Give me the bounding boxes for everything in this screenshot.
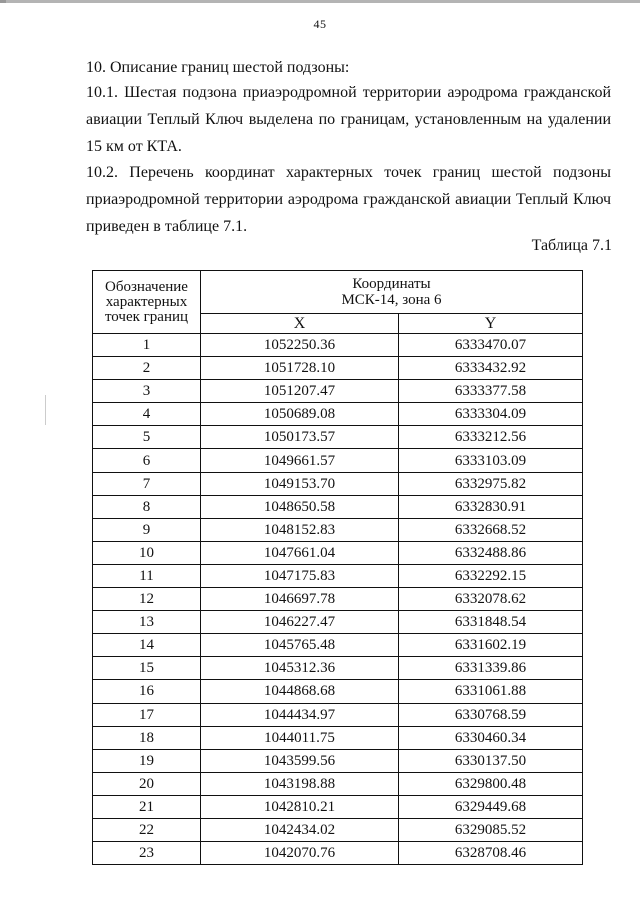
point-number-cell: 5 <box>93 426 201 449</box>
table-row <box>93 634 583 657</box>
table-row <box>93 472 583 495</box>
table-row <box>93 611 583 634</box>
coordinate-y-cell: 6330460.34 <box>399 726 583 749</box>
point-number-cell: 20 <box>93 772 201 795</box>
table-row <box>93 749 583 772</box>
coordinate-x-cell: 1051207.47 <box>201 380 399 403</box>
coordinate-x-cell: 1043599.56 <box>201 749 399 772</box>
coordinate-x-cell: 1042810.21 <box>201 795 399 818</box>
paragraph-10-1: 10.1. Шестая подзона приаэродромной территории аэродрома гражданской авиации Теплый Ключ выделена по границам, установленным на удалении 15 км от КТА. <box>86 84 611 155</box>
table-row <box>93 726 583 749</box>
header-coordinates-title: Координаты <box>352 276 431 292</box>
coordinate-x-cell: 1047661.04 <box>201 541 399 564</box>
coordinate-y-cell: 6332975.82 <box>399 472 583 495</box>
coordinate-y-cell: 6333212.56 <box>399 426 583 449</box>
header-coordinates-system: МСК-14, зона 6 <box>341 292 442 308</box>
point-number-cell: 19 <box>93 749 201 772</box>
table-row <box>93 564 583 587</box>
table-row <box>93 680 583 703</box>
point-number-cell: 4 <box>93 403 201 426</box>
coordinate-y-cell: 6329449.68 <box>399 795 583 818</box>
table-row <box>93 657 583 680</box>
scan-margin-mark <box>45 395 46 425</box>
table-row <box>93 426 583 449</box>
coordinate-y-cell: 6331339.86 <box>399 657 583 680</box>
table-body <box>93 334 583 865</box>
coordinate-x-cell: 1044434.97 <box>201 703 399 726</box>
coordinate-x-cell: 1044868.68 <box>201 680 399 703</box>
table-row <box>93 380 583 403</box>
coordinate-y-cell: 6333103.09 <box>399 449 583 472</box>
coordinate-y-cell: 6330137.50 <box>399 749 583 772</box>
header-point-designation: Обозначение характерных точек границ <box>93 271 201 334</box>
header-x: X <box>201 314 399 334</box>
table-row <box>93 449 583 472</box>
coordinate-x-cell: 1051728.10 <box>201 357 399 380</box>
point-number-cell: 1 <box>93 334 201 357</box>
point-number-cell: 15 <box>93 657 201 680</box>
coordinate-y-cell: 6331602.19 <box>399 634 583 657</box>
table-row <box>93 357 583 380</box>
point-number-cell: 2 <box>93 357 201 380</box>
point-number-cell: 18 <box>93 726 201 749</box>
coordinate-x-cell: 1047175.83 <box>201 564 399 587</box>
table-row <box>93 334 583 357</box>
point-number-cell: 6 <box>93 449 201 472</box>
table-caption: Таблица 7.1 <box>531 237 612 254</box>
table-row <box>93 495 583 518</box>
table-header <box>93 271 583 334</box>
point-number-cell: 8 <box>93 495 201 518</box>
coordinate-x-cell: 1045312.36 <box>201 657 399 680</box>
point-number-cell: 13 <box>93 611 201 634</box>
table-row <box>93 703 583 726</box>
coordinate-x-cell: 1046227.47 <box>201 611 399 634</box>
coordinate-y-cell: 6333304.09 <box>399 403 583 426</box>
coordinate-y-cell: 6333377.58 <box>399 380 583 403</box>
table-row <box>93 541 583 564</box>
table-row <box>93 518 583 541</box>
coordinate-y-cell: 6333432.92 <box>399 357 583 380</box>
table-row <box>93 403 583 426</box>
coordinate-x-cell: 1045765.48 <box>201 634 399 657</box>
point-number-cell: 16 <box>93 680 201 703</box>
coordinates-table-wrapper <box>92 270 583 865</box>
point-number-cell: 3 <box>93 380 201 403</box>
coordinates-table <box>92 270 583 865</box>
coordinate-x-cell: 1046697.78 <box>201 588 399 611</box>
point-number-cell: 14 <box>93 634 201 657</box>
coordinate-x-cell: 1050689.08 <box>201 403 399 426</box>
coordinate-x-cell: 1044011.75 <box>201 726 399 749</box>
point-number-cell: 21 <box>93 795 201 818</box>
coordinate-y-cell: 6329800.48 <box>399 772 583 795</box>
coordinate-x-cell: 1048152.83 <box>201 518 399 541</box>
header-y: Y <box>399 314 583 334</box>
scan-top-border <box>0 0 640 3</box>
coordinate-x-cell: 1049153.70 <box>201 472 399 495</box>
coordinate-y-cell: 6333470.07 <box>399 334 583 357</box>
header-row-1 <box>93 271 583 314</box>
coordinate-y-cell: 6332078.62 <box>399 588 583 611</box>
coordinate-x-cell: 1042434.02 <box>201 818 399 841</box>
point-number-cell: 12 <box>93 588 201 611</box>
page-number: 45 <box>313 17 327 31</box>
coordinate-y-cell: 6331848.54 <box>399 611 583 634</box>
coordinate-x-cell: 1052250.36 <box>201 334 399 357</box>
coordinate-x-cell: 1048650.58 <box>201 495 399 518</box>
point-number-cell: 11 <box>93 564 201 587</box>
section-heading: 10. Описание границ шестой подзоны: <box>86 59 350 76</box>
table-row <box>93 772 583 795</box>
coordinate-x-cell: 1050173.57 <box>201 426 399 449</box>
point-number-cell: 7 <box>93 472 201 495</box>
point-number-cell: 17 <box>93 703 201 726</box>
coordinate-x-cell: 1042070.76 <box>201 842 399 865</box>
point-number-cell: 22 <box>93 818 201 841</box>
coordinate-y-cell: 6330768.59 <box>399 703 583 726</box>
coordinate-x-cell: 1043198.88 <box>201 772 399 795</box>
table-row <box>93 842 583 865</box>
coordinate-y-cell: 6329085.52 <box>399 818 583 841</box>
coordinate-y-cell: 6332292.15 <box>399 564 583 587</box>
coordinate-x-cell: 1049661.57 <box>201 449 399 472</box>
header-coordinates <box>201 271 583 314</box>
table-row <box>93 588 583 611</box>
coordinate-y-cell: 6331061.88 <box>399 680 583 703</box>
coordinate-y-cell: 6332488.86 <box>399 541 583 564</box>
coordinate-y-cell: 6332830.91 <box>399 495 583 518</box>
coordinate-y-cell: 6328708.46 <box>399 842 583 865</box>
table-row <box>93 795 583 818</box>
point-number-cell: 23 <box>93 842 201 865</box>
coordinate-y-cell: 6332668.52 <box>399 518 583 541</box>
point-number-cell: 10 <box>93 541 201 564</box>
table-row <box>93 818 583 841</box>
paragraph-10-2: 10.2. Перечень координат характерных точек границ шестой подзоны приаэродромной территории аэродрома гражданской авиации Теплый Ключ приведен в таблице 7.1. <box>86 164 611 235</box>
point-number-cell: 9 <box>93 518 201 541</box>
